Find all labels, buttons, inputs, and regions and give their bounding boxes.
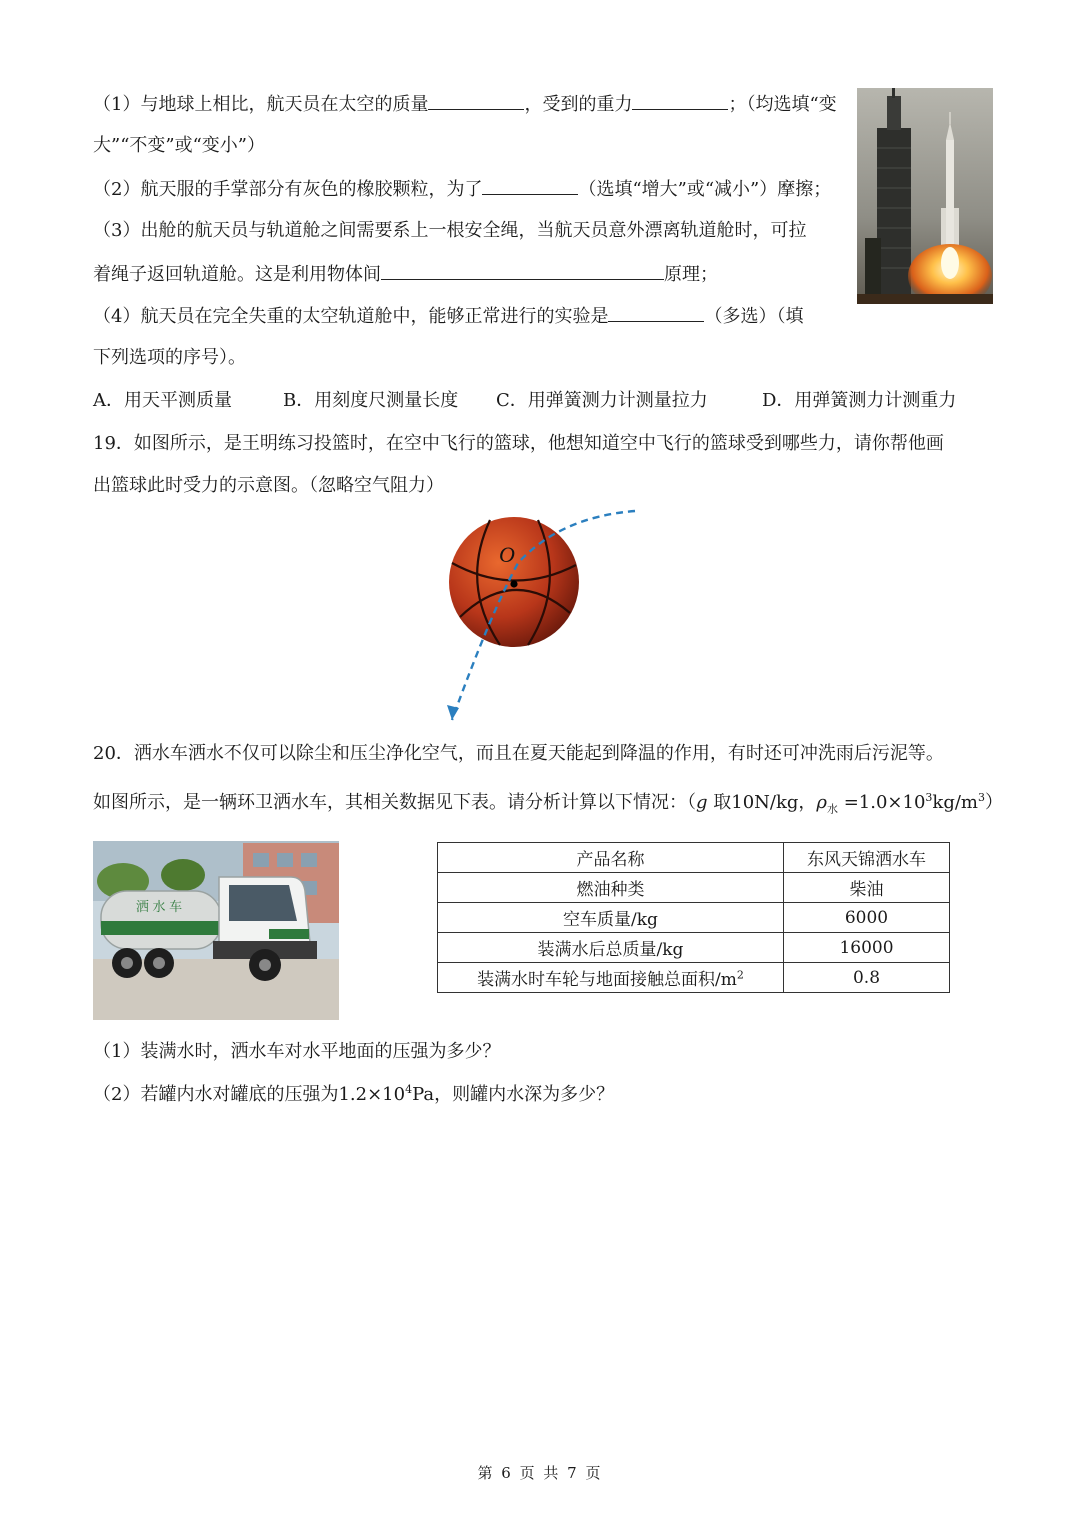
q18-part2-line (93, 176, 831, 203)
truck-spec-table (437, 842, 950, 993)
q18-part3-text-c: 原理； (664, 264, 718, 285)
q18-part4-line (93, 303, 803, 330)
answer-blank-gravity[interactable] (632, 91, 728, 110)
table-cell (438, 963, 784, 993)
q18-part1-text-c: ；（均选填“变 (728, 94, 837, 115)
table-row (438, 933, 950, 963)
area-unit-exponent: 2 (736, 968, 744, 982)
rho-unit-exponent: 3 (977, 791, 985, 804)
option-c: C．用弹簧测力计测量拉力 (496, 390, 708, 411)
pressure-exponent: 4 (405, 1083, 413, 1096)
q20-line2 (93, 790, 1003, 816)
rho-symbol: ρ (816, 792, 827, 813)
q18-part4-text-a: （4）航天员在完全失重的太空轨道舱中，能够正常进行的实验是 (93, 306, 609, 327)
table-cell: 产品名称 (438, 843, 784, 873)
q18-part2-text-a: （2）航天服的手掌部分有灰色的橡胶颗粒，为了 (93, 179, 483, 200)
truck-lettering: 洒 水 车 (135, 899, 183, 914)
g-value: 取10N/kg， (707, 792, 817, 813)
q18-part4-line2: 下列选项的序号）。 (93, 347, 246, 368)
table-cell: 空车质量/kg (438, 903, 784, 933)
rho-unit: kg/m (932, 792, 978, 813)
q20-sub2-text-b: Pa，则罐内水深为多少？ (412, 1084, 615, 1105)
q18-part3-line: （3）出舱的航天员与轨道舱之间需要系上一根安全绳，当航天员意外漂离轨道舱时，可拉 (93, 220, 807, 241)
q19-line2: 出篮球此时受力的示意图。（忽略空气阻力） (93, 475, 444, 496)
q20-line2-end: ） (984, 792, 1003, 813)
q18-part4-text-b: （多选）（填 (704, 306, 804, 327)
q20-sub2 (93, 1082, 614, 1108)
table-cell: 东风天锦洒水车 (784, 843, 950, 873)
table-cell: 装满水后总质量/kg (438, 933, 784, 963)
page-footer: 第 6 页 共 7 页 (477, 1464, 603, 1482)
center-label: O (499, 542, 515, 567)
option-d: D．用弹簧测力计测重力 (762, 390, 957, 411)
truck-illustration (93, 841, 339, 1020)
q18-part1-text-b: ，受到的重力 (524, 94, 633, 115)
q18-part3-text-b: 着绳子返回轨道舱。这是利用物体间 (93, 264, 381, 285)
table-cell: 6000 (784, 903, 950, 933)
q20-line1: 20．洒水车洒水不仅可以除尘和压尘净化空气，而且在夏天能起到降温的作用，有时还可冲洗雨后污泥等。 (93, 743, 944, 764)
q20-sub2-text-a: （2）若罐内水对罐底的压强为1.2×10 (93, 1084, 406, 1105)
rocket-illustration (857, 88, 993, 304)
answer-blank-mass[interactable] (428, 91, 524, 110)
rho-subscript: 水 (827, 802, 838, 816)
table-cell: 0.8 (784, 963, 950, 993)
center-point (510, 580, 517, 587)
rho-exponent: 3 (925, 791, 933, 804)
table-row (438, 843, 950, 873)
table-cell: 柴油 (784, 873, 950, 903)
q20-line2-text: 如图所示，是一辆环卫洒水车，其相关数据见下表。请分析计算以下情况：（ (93, 792, 696, 813)
q18-part3-line2 (93, 261, 718, 288)
table-cell: 燃油种类 (438, 873, 784, 903)
answer-blank-experiments[interactable] (608, 303, 704, 322)
q19-line1: 19．如图所示，是王明练习投篮时，在空中飞行的篮球，他想知道空中飞行的篮球受到哪些力，请你帮他画 (93, 433, 944, 454)
basketball-diagram (430, 505, 650, 735)
option-a: A．用天平测质量 (93, 390, 232, 411)
table-row (438, 963, 950, 993)
q20-sub1: （1）装满水时，洒水车对水平地面的压强为多少？ (93, 1041, 501, 1062)
q18-part1-line2: 大”“不变”或“变小”） (93, 135, 266, 156)
answer-blank-friction[interactable] (482, 176, 578, 195)
table-row (438, 903, 950, 933)
table-row (438, 873, 950, 903)
q18-part1-line (93, 91, 837, 118)
rho-value: =1.0×10 (838, 792, 926, 813)
option-b: B．用刻度尺测量长度 (283, 390, 459, 411)
rocket-launch-image (857, 88, 993, 304)
table-cell: 16000 (784, 933, 950, 963)
g-symbol: g (696, 792, 708, 813)
q18-part1-text-a: （1）与地球上相比，航天员在太空的质量 (93, 94, 429, 115)
table-cell-text: 装满水时车轮与地面接触总面积/m (477, 970, 737, 990)
q18-part2-text-b: （选填“增大”或“减小”）摩擦； (578, 179, 832, 200)
sprinkler-truck-image (93, 841, 339, 1020)
answer-blank-principle[interactable] (381, 261, 664, 280)
